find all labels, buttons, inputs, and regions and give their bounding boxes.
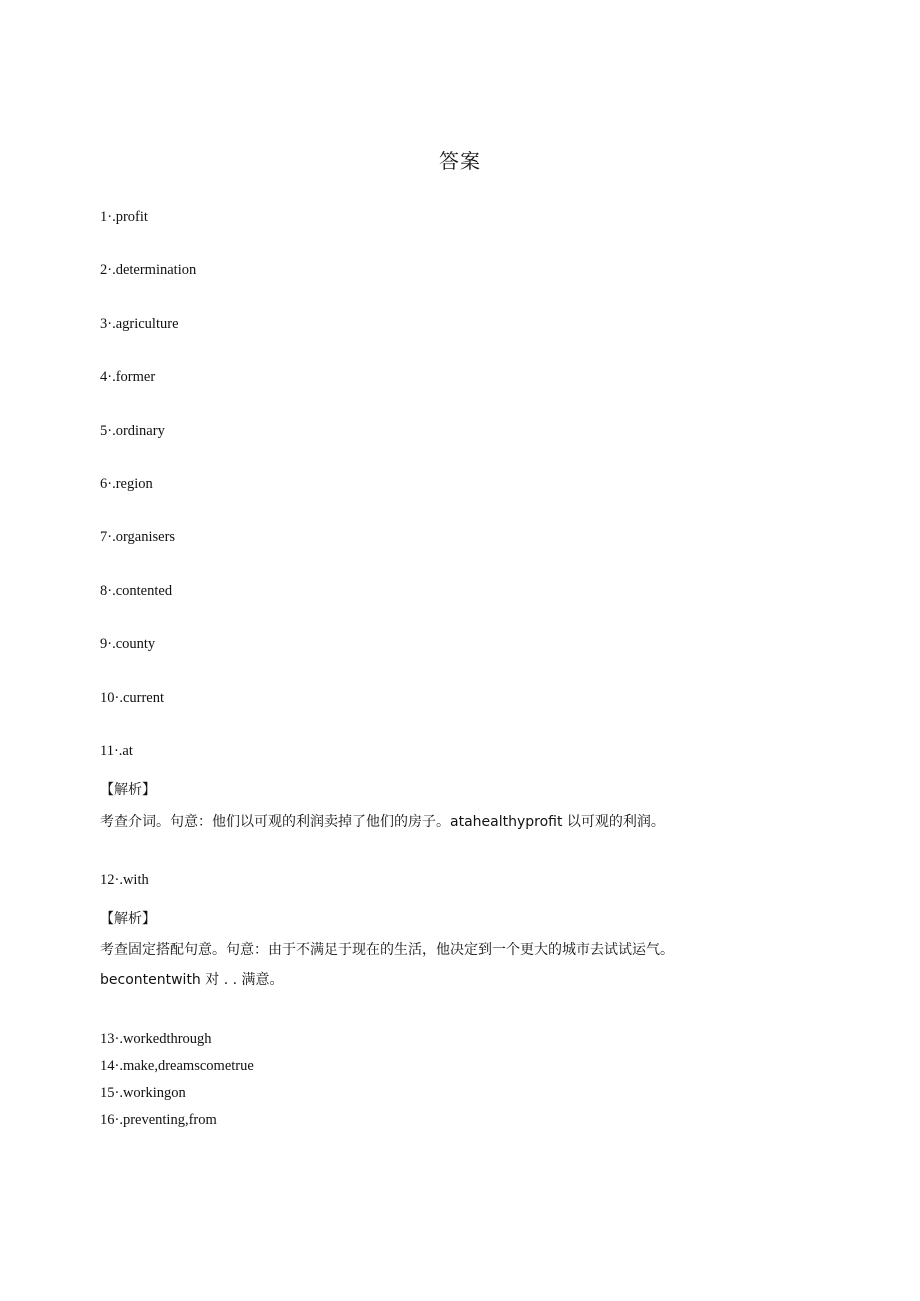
- answer-item-6: 6·.region: [100, 476, 153, 492]
- answer-item-14: 14·.make,dreamscometrue: [100, 1058, 254, 1074]
- answer-item-12: 12·.with: [100, 872, 149, 888]
- answer-item-16: 16·.preventing,from: [100, 1112, 217, 1128]
- answer-item-4: 4·.former: [100, 369, 156, 385]
- answer-item-13: 13·.workedthrough: [100, 1031, 212, 1047]
- answer-item-8: 8·.contented: [100, 583, 173, 599]
- answer-item-1: 1·.profit: [100, 209, 148, 225]
- answer-item-15: 15·.workingon: [100, 1085, 186, 1101]
- answer-item-7: 7·.organisers: [100, 529, 176, 545]
- explanation-12-heading: 【解析】: [100, 911, 156, 927]
- answer-item-10: 10·.current: [100, 690, 165, 706]
- page-title: 答案: [439, 149, 481, 173]
- explanation-11-text: 考查介词。句意：他们以可观的利润卖掉了他们的房子。atahealthyprofit 以可观的利润。: [100, 814, 665, 830]
- explanation-12-text-line1: 考查固定搭配句意。句意：由于不满足于现在的生活，他决定到一个更大的城市去试试运气。: [100, 942, 674, 958]
- answer-item-2: 2·.determination: [100, 262, 197, 278]
- explanation-12-text-line2: becontentwith 对 . . 满意。: [100, 972, 284, 988]
- answer-item-3: 3·.agriculture: [100, 316, 179, 332]
- answer-item-5: 5·.ordinary: [100, 423, 165, 439]
- answer-item-9: 9·.county: [100, 636, 156, 652]
- explanation-11-heading: 【解析】: [100, 782, 156, 798]
- answer-item-11: 11·.at: [100, 743, 133, 759]
